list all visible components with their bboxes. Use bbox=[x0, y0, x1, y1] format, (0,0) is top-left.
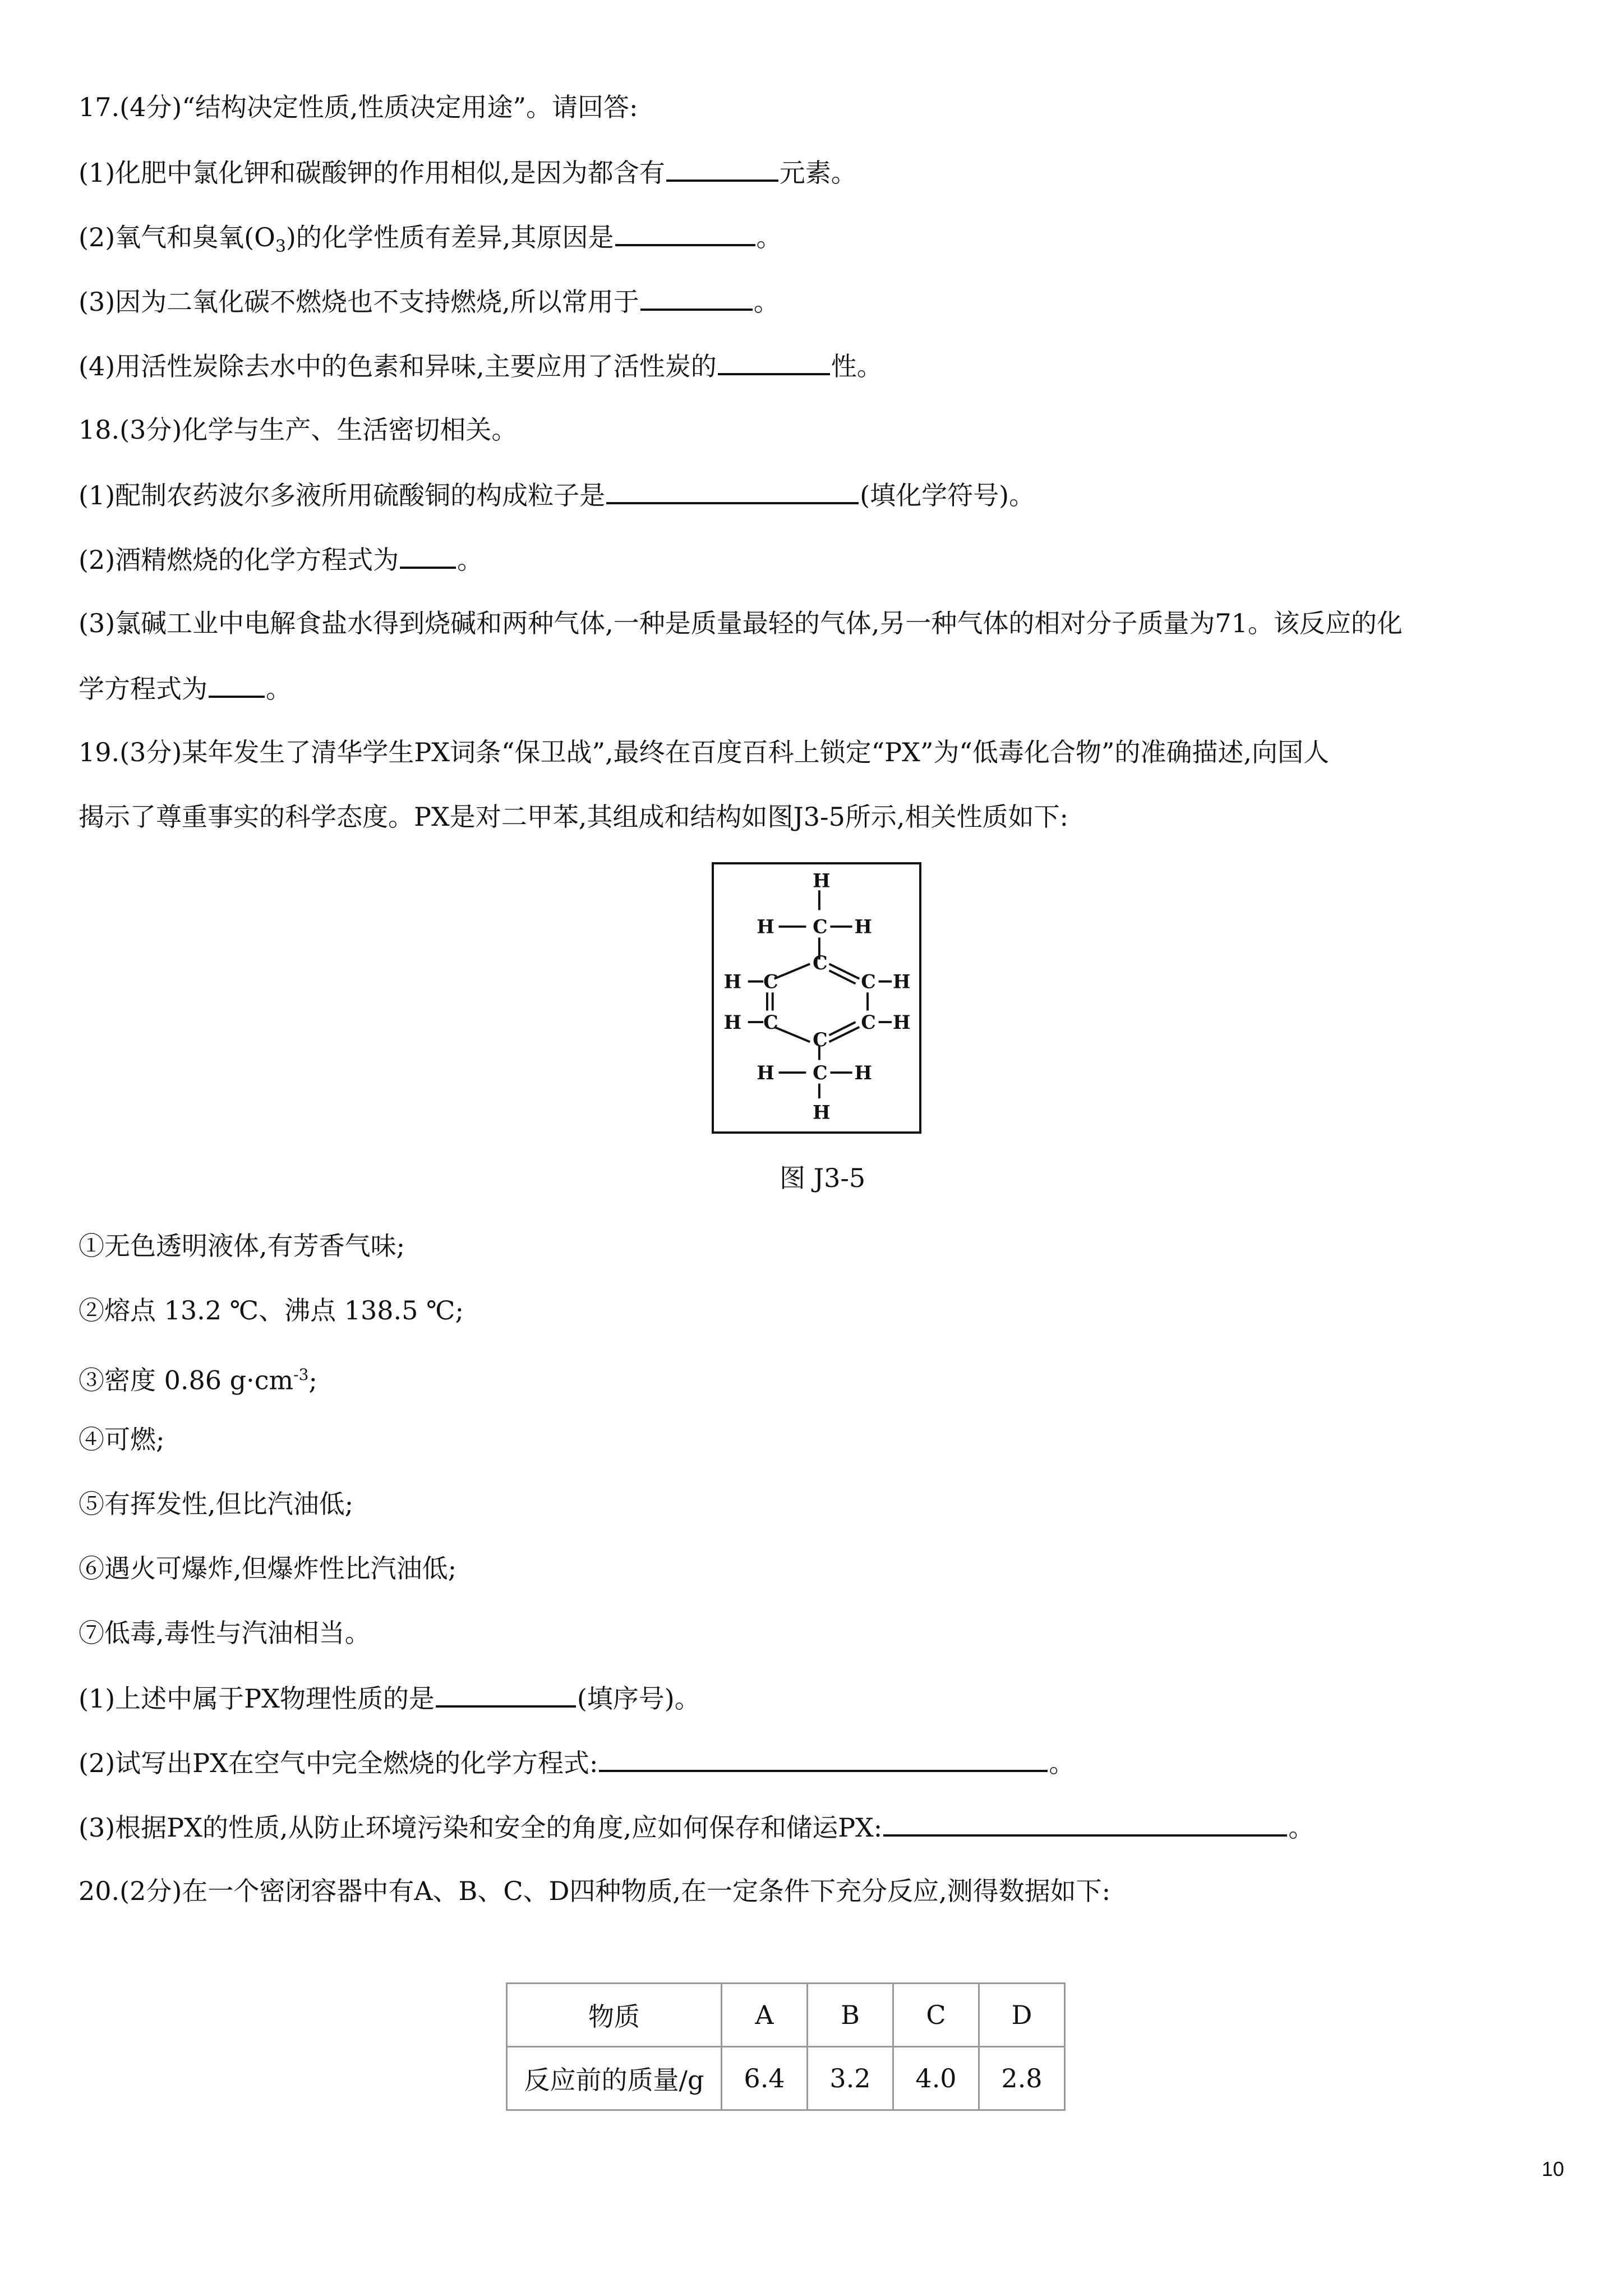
atom-label-h: H bbox=[813, 869, 831, 892]
q20-title: 20.(2分)在一个密闭容器中有A、B、C、D四种物质,在一定条件下充分反应,测得数据如下: bbox=[79, 1876, 1111, 1906]
q18-part1: (1)配制农药波尔多液所用硫酸铜的构成粒子是 (填化学符号)。 bbox=[79, 477, 1035, 512]
property-item: ②熔点 13.2 ℃、沸点 138.5 ℃; bbox=[79, 1295, 464, 1326]
q19-intro-line1: 19.(3分)某年发生了清华学生PX词条“保卫战”,最终在百度百科上锁定“PX”为“低毒化合物”的准确描述,向国人 bbox=[79, 737, 1330, 767]
table-header-row bbox=[507, 1984, 1065, 2047]
atom-label-h: H bbox=[854, 1061, 872, 1084]
atom-label-c: C bbox=[813, 1029, 828, 1051]
answer-blank[interactable] bbox=[599, 1745, 1048, 1772]
table-cell: 3.2 bbox=[808, 2047, 893, 2110]
property-item: ①无色透明液体,有芳香气味; bbox=[79, 1231, 405, 1261]
table-header-cell: D bbox=[979, 1984, 1065, 2047]
q19-part3: (3)根据PX的性质,从防止环境污染和安全的角度,应如何保存和储运PX: 。 bbox=[79, 1810, 1314, 1844]
q19-part2: (2)试写出PX在空气中完全燃烧的化学方程式: 。 bbox=[79, 1745, 1075, 1780]
table-header-cell: A bbox=[722, 1984, 808, 2047]
table-cell: 2.8 bbox=[979, 2047, 1065, 2110]
atom-label-h: H bbox=[893, 970, 911, 993]
px-structural-formula bbox=[714, 864, 919, 1131]
q17-part3: (3)因为二氧化碳不燃烧也不支持燃烧,所以常用于 。 bbox=[79, 284, 780, 319]
atom-label-h: H bbox=[813, 1101, 831, 1124]
answer-blank[interactable] bbox=[615, 219, 755, 246]
mass-data-table bbox=[506, 1982, 1066, 2111]
table-cell: 4.0 bbox=[893, 2047, 979, 2110]
table-header-cell: 物质 bbox=[507, 1984, 722, 2047]
atom-label-c: C bbox=[813, 952, 828, 974]
atom-label-h: H bbox=[893, 1011, 911, 1033]
table-cell: 反应前的质量/g bbox=[507, 2047, 722, 2110]
atom-label-c: C bbox=[861, 1011, 876, 1033]
property-item: ⑥遇火可爆炸,但爆炸性比汽油低; bbox=[79, 1553, 457, 1584]
answer-blank[interactable] bbox=[606, 477, 859, 504]
atom-label-h: H bbox=[854, 915, 872, 938]
atom-label-c: C bbox=[763, 1011, 778, 1033]
px-structure-figure bbox=[712, 862, 921, 1134]
property-item: ⑤有挥发性,但比汽油低; bbox=[79, 1489, 354, 1519]
property-item: ⑦低毒,毒性与汽油相当。 bbox=[79, 1618, 371, 1648]
atom-label-h: H bbox=[723, 970, 742, 993]
q19-intro-line2: 揭示了尊重事实的科学态度。PX是对二甲苯,其组成和结构如图J3-5所示,相关性质如下: bbox=[79, 802, 1068, 832]
atom-label-c: C bbox=[813, 915, 828, 938]
answer-blank[interactable] bbox=[718, 348, 830, 375]
table-header-cell: C bbox=[893, 1984, 979, 2047]
atom-label-c: C bbox=[861, 970, 876, 993]
q17-part4: (4)用活性炭除去水中的色素和异味,主要应用了活性炭的 性。 bbox=[79, 348, 883, 383]
q17-part2: (2)氧气和臭氧$(O_3)$的化学性质有差异,其原因是 。 bbox=[79, 219, 782, 264]
answer-blank[interactable] bbox=[883, 1810, 1287, 1837]
q18-title: 18.(3分)化学与生产、生活密切相关。 bbox=[79, 415, 518, 445]
q19-part1: (1)上述中属于PX物理性质的是 (填序号)。 bbox=[79, 1681, 700, 1715]
table-cell: 6.4 bbox=[722, 2047, 808, 2110]
q18-part3-line2: 学方程式为 。 bbox=[79, 671, 292, 706]
property-item: ④可燃; bbox=[79, 1424, 165, 1455]
atom-label-h: H bbox=[757, 1061, 774, 1084]
answer-blank[interactable] bbox=[400, 542, 456, 569]
answer-blank[interactable] bbox=[209, 671, 265, 698]
q18-part3-line1: (3)氯碱工业中电解食盐水得到烧碱和两种气体,一种是质量最轻的气体,另一种气体的相对分子质量为71。该反应的化 bbox=[79, 608, 1403, 638]
answer-blank[interactable] bbox=[436, 1681, 576, 1708]
atom-label-h: H bbox=[723, 1011, 742, 1033]
property-item-density: ③密度 0.86 $g\cdot cm^{-3}$; bbox=[79, 1365, 317, 1396]
page-number: 10 bbox=[1541, 2157, 1564, 2180]
q17-part1: (1)化肥中氯化钾和碳酸钾的作用相似,是因为都含有 元素。 bbox=[79, 155, 857, 190]
answer-blank[interactable] bbox=[640, 284, 753, 311]
atom-label-h: H bbox=[757, 915, 774, 938]
figure-caption: 图 J3-5 bbox=[780, 1163, 866, 1193]
q17-title: 17.(4分)“结构决定性质,性质决定用途”。请回答: bbox=[79, 92, 638, 122]
answer-blank[interactable] bbox=[666, 155, 778, 182]
q18-part2: (2)酒精燃烧的化学方程式为 。 bbox=[79, 542, 483, 577]
table-header-cell: B bbox=[808, 1984, 893, 2047]
atom-label-c: C bbox=[813, 1061, 828, 1084]
table-row bbox=[507, 2047, 1065, 2110]
atom-label-c: C bbox=[763, 970, 778, 993]
